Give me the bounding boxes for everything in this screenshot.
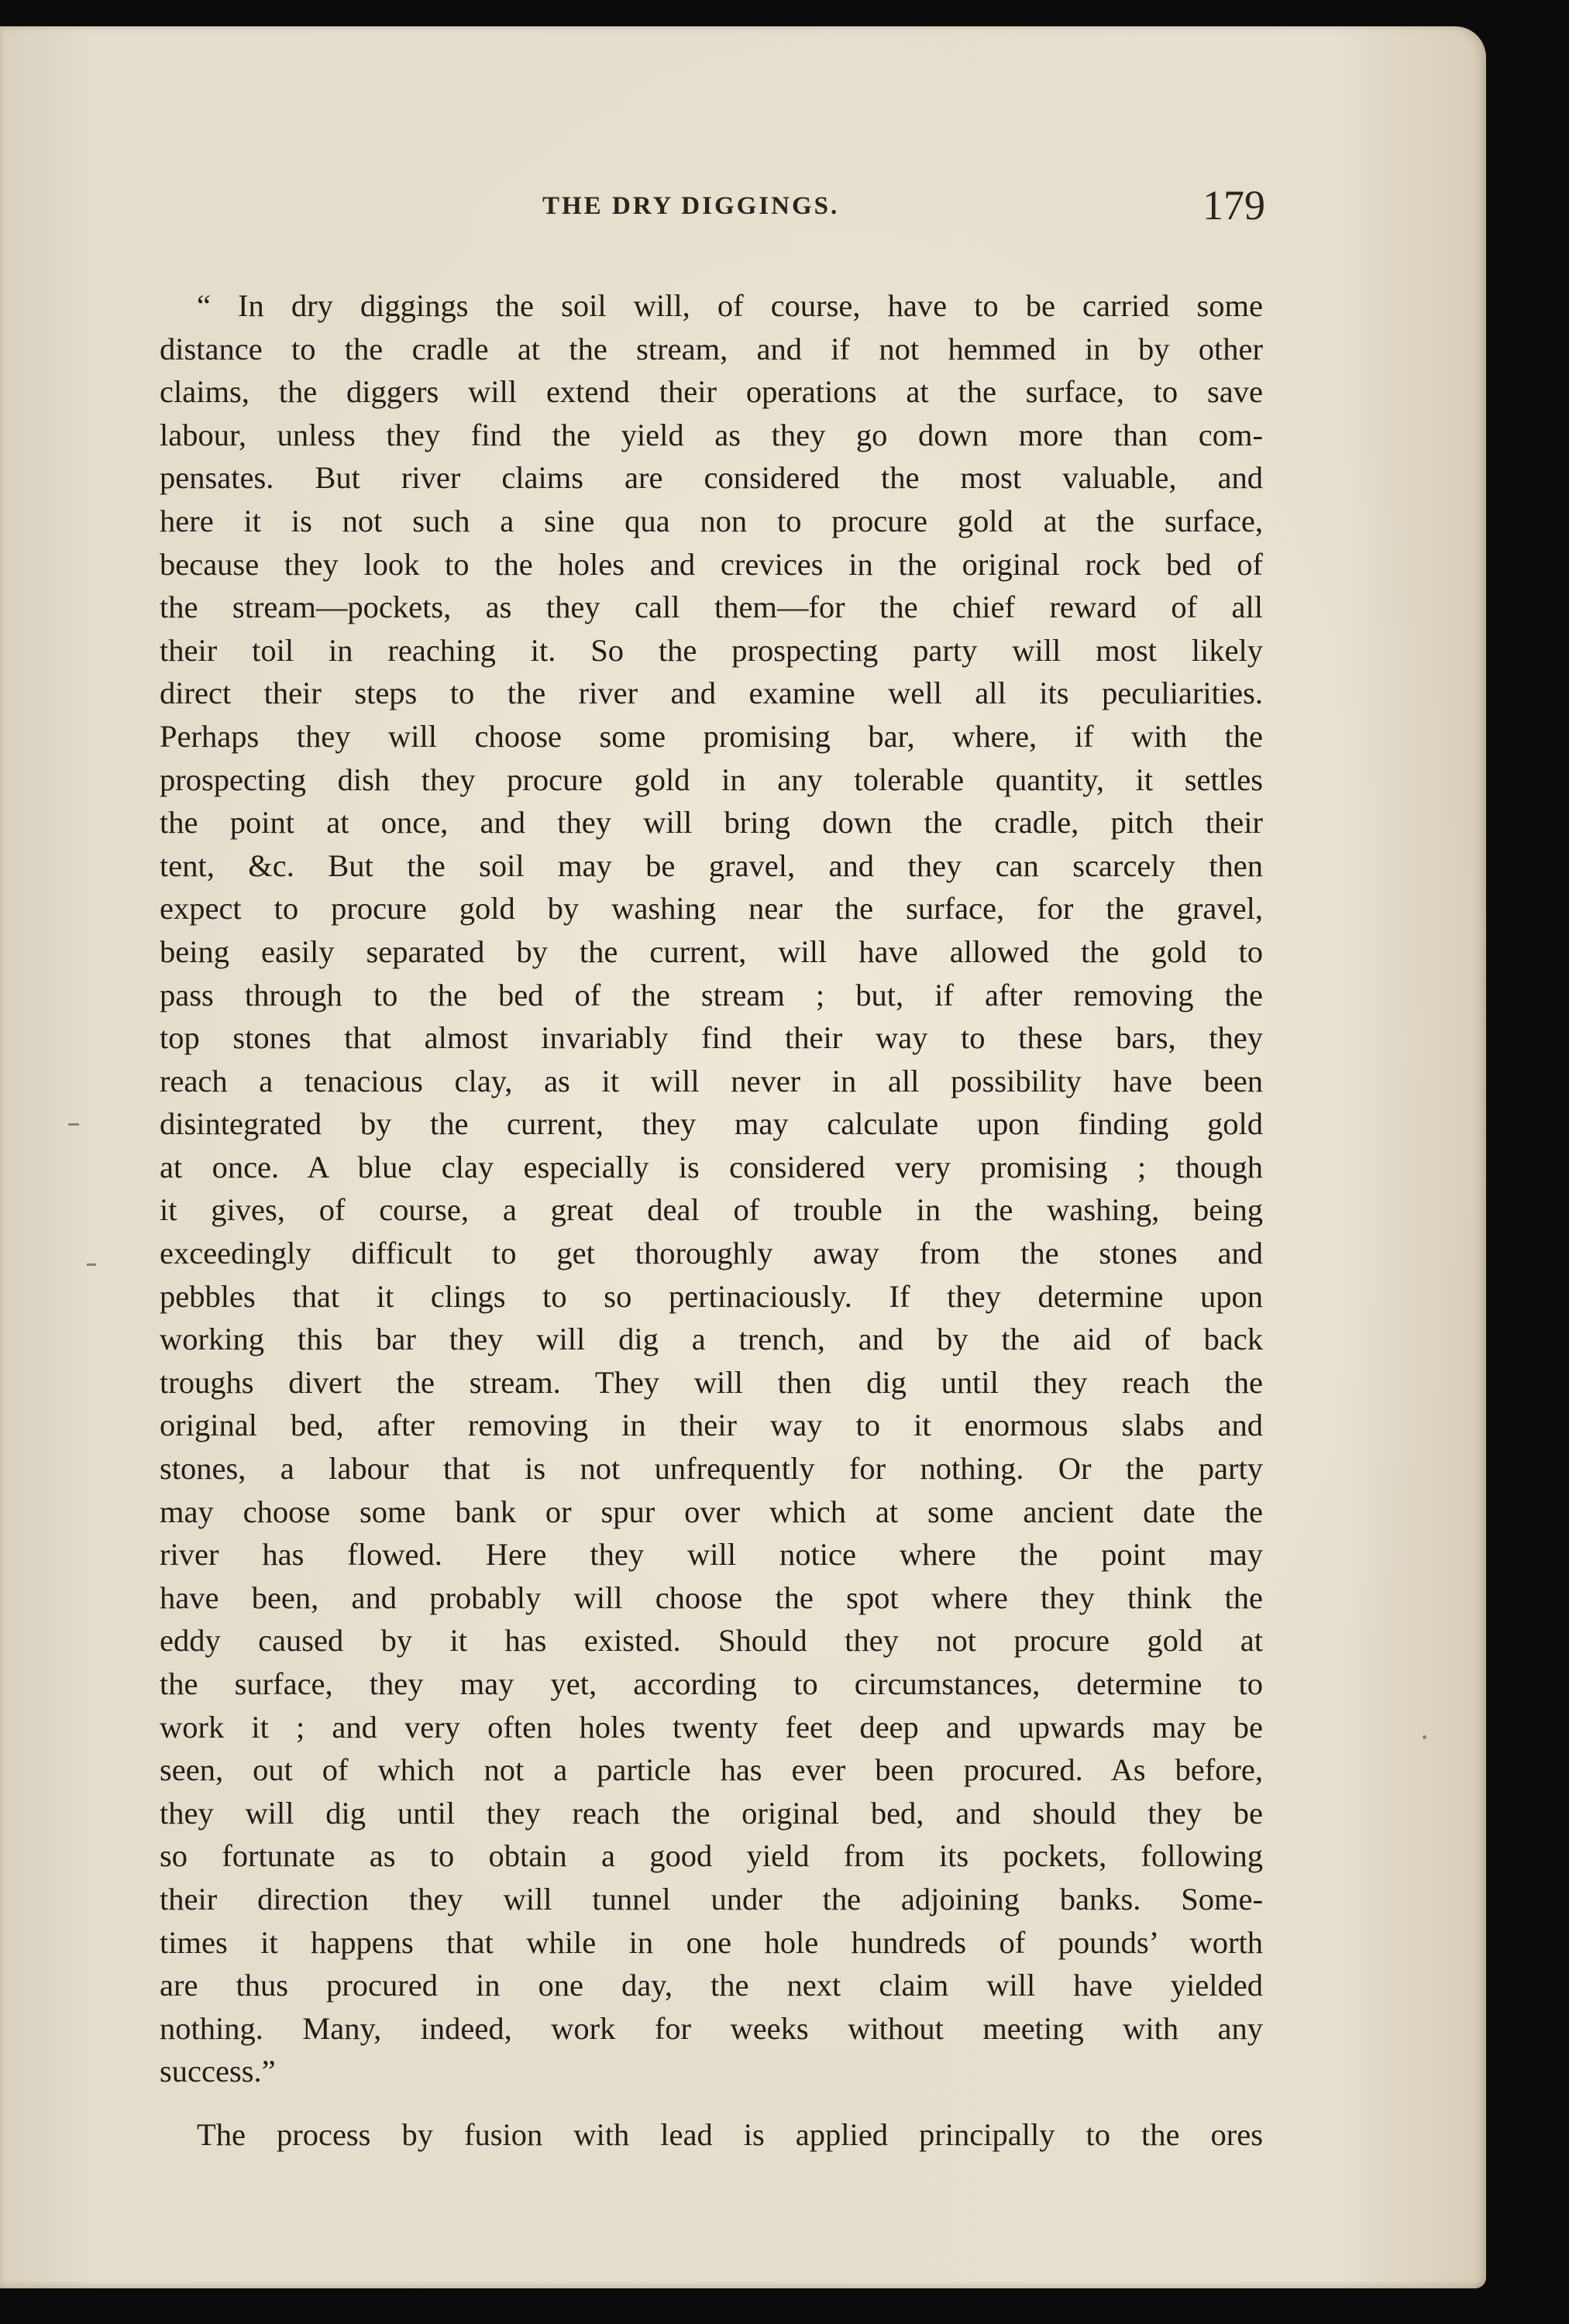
text-line: success.” — [160, 2054, 276, 2089]
text-line: prospecting dish they procure gold in any tolerable quantity, it settles — [160, 761, 1263, 797]
text-line: original bed, after removing in their way to it enormous slabs and — [160, 1408, 1263, 1443]
text-line: troughs divert the stream. They will then dig until they reach the — [160, 1364, 1263, 1400]
text-line: nothing. Many, indeed, work for weeks without meeting with any — [160, 2010, 1263, 2046]
text-line: are thus procured in one day, the next claim will have yielded — [160, 1968, 1263, 2003]
margin-speck — [87, 1263, 96, 1266]
margin-speck — [68, 1123, 79, 1126]
text-line: here it is not such a sine qua non to procure gold at the surface, — [160, 503, 1263, 538]
text-line: the stream—pockets, as they call them—for the chief reward of all — [160, 590, 1263, 625]
paragraph-quote — [160, 284, 1263, 2093]
text-line: eddy caused by it has existed. Should they not procure gold at — [160, 1623, 1263, 1659]
text-line: work it ; and very often holes twenty feet deep and upwards may be — [160, 1709, 1263, 1745]
paragraph-gap — [160, 2093, 1263, 2113]
text-line: the point at once, and they will bring down the cradle, pitch their — [160, 805, 1263, 841]
text-line: exceedingly difficult to get thoroughly away from the stones and — [160, 1236, 1263, 1271]
page-number: 179 — [1203, 182, 1265, 229]
text-line: may choose some bank or spur over which at some ancient date the — [160, 1494, 1263, 1529]
running-head-title: THE DRY DIGGINGS. — [542, 192, 840, 220]
text-line: claims, the diggers will extend their operations at the surface, to save — [160, 374, 1263, 410]
text-line: they will dig until they reach the original bed, and should they be — [160, 1795, 1263, 1831]
text-line: at once. A blue clay especially is considered very promising ; though — [160, 1149, 1263, 1184]
text-line: labour, unless they find the yield as they go down more than com- — [160, 417, 1263, 452]
text-line: times it happens that while in one hole hundreds of pounds’ worth — [160, 1924, 1263, 1960]
text-line: because they look to the holes and crevices in the original rock bed of — [160, 546, 1263, 582]
text-line: river has flowed. Here they will notice where the point may — [160, 1537, 1263, 1573]
book-page — [0, 26, 1486, 2288]
text-line: pensates. But river claims are considered the most valuable, and — [160, 460, 1263, 496]
text-line: reach a tenacious clay, as it will never in all possibility have been — [160, 1063, 1263, 1098]
text-line: Perhaps they will choose some promising bar, where, if with the — [160, 718, 1263, 754]
text-line: being easily separated by the current, will have allowed the gold to — [160, 933, 1263, 969]
text-line: pebbles that it clings to so pertinaciously. If they determine upon — [160, 1278, 1263, 1314]
paragraph-process — [160, 2113, 1263, 2157]
text-line: The process by fusion with lead is applied principally to the ores — [197, 2116, 1263, 2152]
text-line: so fortunate as to obtain a good yield from its pockets, following — [160, 1838, 1263, 1874]
text-line: top stones that almost invariably find their way to these bars, they — [160, 1020, 1263, 1056]
text-line: direct their steps to the river and examine well all its peculiarities. — [160, 676, 1263, 711]
text-line: have been, and probably will choose the spot where they think the — [160, 1580, 1263, 1615]
margin-speck — [1423, 1735, 1426, 1739]
text-line: “ In dry diggings the soil will, of course, have to be carried some — [197, 288, 1263, 323]
text-line: the surface, they may yet, according to circumstances, determine to — [160, 1666, 1263, 1701]
text-line: distance to the cradle at the stream, and if not hemmed in by other — [160, 331, 1263, 366]
text-line: their toil in reaching it. So the prospecting party will most likely — [160, 632, 1263, 668]
text-line: disintegrated by the current, they may calculate upon finding gold — [160, 1106, 1263, 1142]
text-line: stones, a labour that is not unfrequently for nothing. Or the party — [160, 1451, 1263, 1487]
text-line: working this bar they will dig a trench, and by the aid of back — [160, 1322, 1263, 1357]
text-line: their direction they will tunnel under the adjoining banks. Some- — [160, 1881, 1263, 1917]
text-line: expect to procure gold by washing near the surface, for the gravel, — [160, 891, 1263, 927]
text-line: tent, &c. But the soil may be gravel, and they can scarcely then — [160, 847, 1263, 883]
body-text — [160, 284, 1263, 2157]
running-head — [0, 172, 1486, 234]
text-line: seen, out of which not a particle has ever been procured. As before, — [160, 1752, 1263, 1788]
text-line: it gives, of course, a great deal of trouble in the washing, being — [160, 1192, 1263, 1228]
text-line: pass through to the bed of the stream ; but, if after removing the — [160, 977, 1263, 1012]
